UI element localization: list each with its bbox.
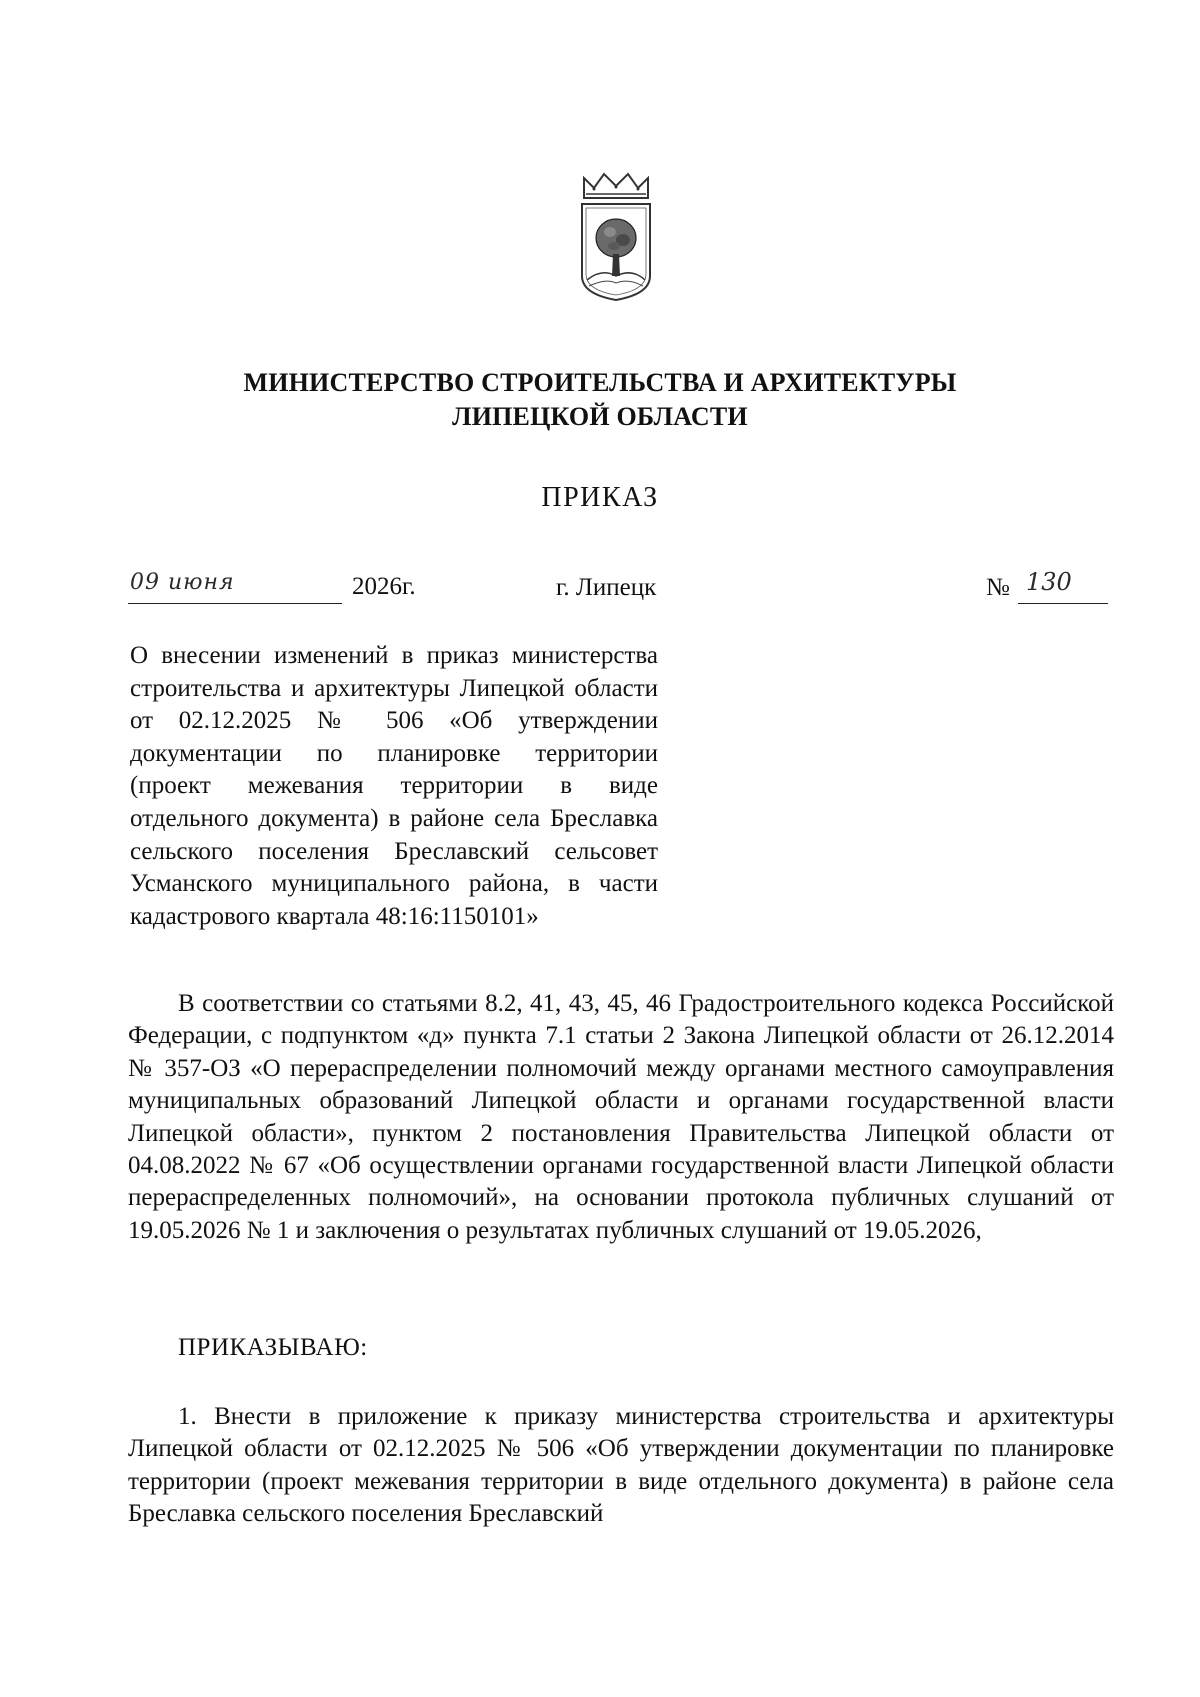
- handwritten-number: 130: [1026, 568, 1072, 596]
- ministry-line-1: МИНИСТЕРСТВО СТРОИТЕЛЬСТВА И АРХИТЕКТУРЫ: [243, 368, 957, 397]
- preamble-paragraph: В соответствии со статьями 8.2, 41, 43, 45, 46 Градостроительного кодекса Российской Федерации, с подпунктом «д» пункта 7.1 статьи 2 Закона Липецкой области от 26.12.2014 № 357-ОЗ «О перераспределении полномочий между органами местного самоуправления муниципальных образований Липецкой области и органами государственной власти Липецкой области», пунктом 2 постановления Правительства Липецкой области от 04.08.2022 № 67 «Об осуществлении органами государственной власти Липецкой области перераспределенных полномочий», на основании протокола публичных слушаний от 19.05.2026 № 1 и заключения о результатах публичных слушаний от 19.05.2026,: [128, 990, 1114, 1244]
- city: г. Липецк: [556, 574, 657, 601]
- number-label: №: [986, 574, 1010, 601]
- number-field: [1018, 570, 1108, 604]
- document-subject: О внесении изменений в приказ министерства строительства и архитектуры Липецкой области от 02.12.2025 № 506 «Об утверждении документации по планировке территории (проект межевания территории в виде отдельного документа) в районе села Бреславка сельского поселения Бреславский сельсовет Усманского муниципального района, в части кадастрового квартала 48:16:1150101»: [130, 642, 658, 930]
- date-number-line: [0, 570, 1200, 610]
- handwritten-date: 09 июня: [130, 570, 235, 595]
- order-word: ПРИКАЗЫВАЮ:: [178, 1334, 368, 1361]
- date-day-field: [128, 570, 342, 604]
- ministry-name: [0, 366, 1200, 434]
- coat-of-arms-icon: [576, 168, 656, 302]
- document-type: ПРИКАЗ: [541, 482, 659, 513]
- order-item-1: 1. Внести в приложение к приказу министерства строительства и архитектуры Липецкой области от 02.12.2025 № 506 «Об утверждении документации по планировке территории (проект межевания территории в виде отдельного документа) в районе села Бреславка сельского поселения Бреславский: [128, 1403, 1114, 1528]
- ministry-line-2: ЛИПЕЦКОЙ ОБЛАСТИ: [452, 402, 748, 431]
- date-year: 2026г.: [352, 573, 416, 600]
